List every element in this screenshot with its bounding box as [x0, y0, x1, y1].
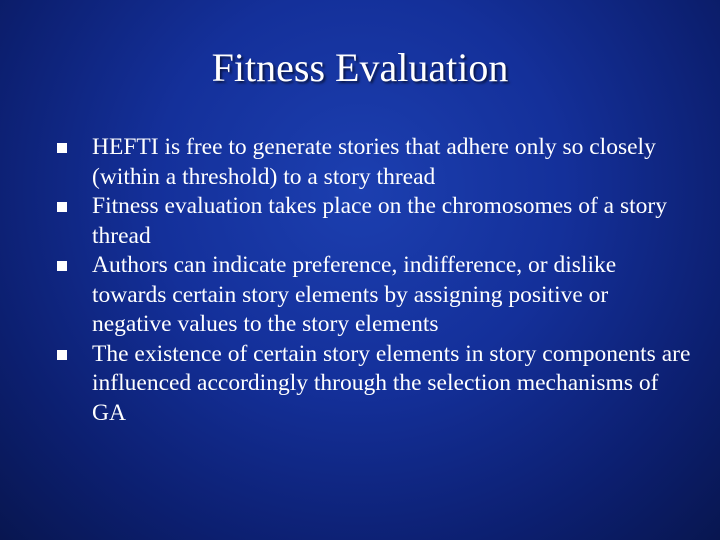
- slide-title: Fitness Evaluation: [211, 45, 509, 90]
- bullet-text: HEFTI is free to generate stories that adhere only so closely (within a threshold) to a story thread: [92, 134, 656, 190]
- square-bullet-icon: [57, 202, 67, 212]
- bullet-text: Authors can indicate preference, indifference, or dislike towards certain story elements by assigning positive or negative values to the story elements: [92, 252, 617, 337]
- bullet-text: Fitness evaluation takes place on the chromosomes of a story thread: [92, 193, 667, 249]
- square-bullet-icon: [57, 261, 67, 271]
- bullet-item: [52, 192, 692, 251]
- bullet-item: [52, 340, 692, 429]
- square-bullet-icon: [57, 350, 67, 360]
- bullet-text: The existence of certain story elements in story components are influenced accordingly through the selection mechanisms of GA: [92, 340, 691, 426]
- bullet-list: [52, 133, 692, 428]
- bullet-item: [52, 251, 692, 340]
- square-bullet-icon: [57, 143, 67, 153]
- bullet-item: [52, 133, 692, 192]
